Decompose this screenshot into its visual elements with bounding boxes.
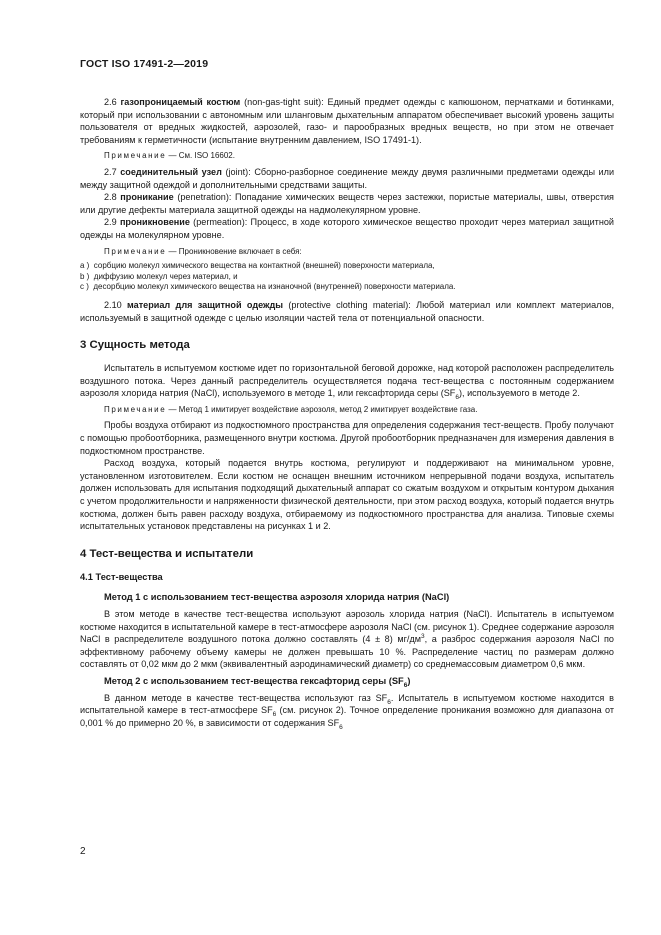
- document-page: [80, 58, 614, 729]
- term: газопроницаемый костюм: [120, 97, 241, 107]
- clause-number: 2.6: [104, 97, 117, 107]
- term-english: (penetration):: [177, 192, 232, 203]
- note-label: Примечание: [104, 151, 167, 161]
- section-3-paragraph-2: Пробы воздуха отбирают из подкостюмного пространства для определения содержания тест-веществ. Пробу получают с помощью пробоотборника, размещенного внутри костюма. Другой пробоотборник предназначен для измерения давления в подкостюмном пространстве.: [80, 420, 614, 456]
- paragraph-text: В этом методе в качестве тест-вещества используют аэрозоль хлорида натрия (NaCl). Испытатель в испытуемом костюме находится в испытательной камере в тест-атмосфере аэрозоля NaCl (см. рисунок 1). Среднее содержание аэрозоля NaCl в распределителе воздушного потока должно составлять (4 ± 8) мг/дм: [80, 609, 614, 645]
- clause-number: 2.7: [104, 166, 117, 177]
- note-text: — Проникновение включает в себя:: [168, 246, 302, 256]
- list-mark: c ): [80, 282, 89, 292]
- list-text: сорбцию молекул химического вещества на контактной (внешней) поверхности материала,: [93, 261, 435, 271]
- superscript: 3: [421, 633, 425, 641]
- definition-2-6: [80, 96, 614, 146]
- method-2-paragraph: [80, 692, 614, 730]
- term: проникание: [120, 192, 174, 203]
- clause-number: 2.10: [104, 299, 122, 310]
- section-3-note: [80, 405, 614, 416]
- subsection-4-1-heading: 4.1 Тест-вещества: [80, 571, 163, 582]
- paragraph-text: (см. рисунок 2). Точное определение проникания возможно для диапазона от 0,001 % до примерно 20 %, в зависимости от содержания SF: [80, 705, 614, 728]
- note-text: — Метод 1 имитирует воздействие аэрозоля, метод 2 имитирует воздействие газа.: [168, 404, 478, 414]
- method-1-paragraph: [80, 608, 614, 671]
- document-header: ГОСТ ISO 17491-2—2019: [80, 58, 209, 70]
- term-english: (permeation):: [193, 217, 248, 228]
- paragraph-text: ), используемого в методе 2.: [459, 388, 580, 399]
- note-text: — См. ISO 16602.: [168, 151, 235, 161]
- method-1-heading: Метод 1 с использованием тест-вещества аэрозоля хлорида натрия (NaCl): [104, 592, 450, 603]
- paragraph-text: . Испытатель в испытуемом костюме находится в испытательной камере в тест-атмосфере SF: [80, 692, 614, 716]
- paragraph-text: , а разброс содержания аэрозоля NaCl по эффективному рабочему объему камеры не должен превышать 10 %. Распределение частиц по размерам должно составлять от 0,02 мкм до 2 мкм (эквивалентный аэродинамический диаметр) со среднемассовым диаметром 0,6 мкм.: [80, 634, 614, 670]
- note-list-item-b: [80, 272, 614, 283]
- definition-2-9: [80, 216, 614, 241]
- page-number: 2: [80, 846, 86, 857]
- note-list-item-a: [80, 261, 614, 272]
- section-3-heading: 3 Сущность метода: [80, 339, 190, 352]
- paragraph-text: Испытатель в испытуемом костюме идет по горизонтальной беговой дорожке, над которой расположен распределитель воздушного потока. Через данный распределитель осуществляется подача тест-вещества с постоянным содержанием аэрозоля хлорида натрия (NaCl), используемого в методе 1, или гексафторида серы (SF: [80, 363, 614, 399]
- note-label: Примечание: [104, 246, 167, 256]
- note-list-item-c: [80, 282, 614, 293]
- definition-text: Любой материал или комплект материалов, используемый в защитной одежде с целью изоляции частей тела от потенциальной опасности.: [80, 299, 614, 323]
- clause-number: 2.8: [104, 192, 117, 203]
- section-3-paragraph-1: [80, 362, 614, 400]
- term-english: (joint):: [225, 166, 251, 177]
- definition-2-7: [80, 166, 614, 191]
- term: соединительный узел: [120, 166, 222, 177]
- term-english: (protective clothing material):: [288, 299, 411, 310]
- note-2-9: [80, 247, 614, 258]
- section-3-paragraph-3: Расход воздуха, который подается внутрь костюма, регулируют и поддерживают на минимальном уровне, установленном изготовителем. Если костюм не оснащен внешним источником непрерывной подачи воздуха, испытатель должен использовать для испытания подходящий дыхательный аппарат со сжатым воздухом и открытым контуром дыхания с учетом продолжительности и напряженности физической деятельности, при этом расход воздуха, который подается внутрь костюма, должен быть равен расходу воздуха, отбираемому из подкостюмного пространства для анализа. Типовые схемы испытательных установок представлены на рисунках 1 и 2.: [80, 458, 614, 532]
- subscript: 6: [339, 723, 343, 731]
- definition-2-10: [80, 299, 614, 324]
- section-4-heading: 4 Тест-вещества и испытатели: [80, 547, 254, 560]
- term-english: (non-gas-tight suit):: [244, 97, 324, 107]
- term: проникновение: [119, 217, 190, 228]
- clause-number: 2.9: [104, 217, 117, 228]
- subscript: 6: [387, 698, 391, 706]
- note-label: Примечание: [104, 404, 167, 414]
- paragraph-text: В данном методе в качестве тест-вещества используют газ SF: [104, 692, 388, 703]
- subscript: 6: [455, 394, 459, 402]
- definition-text: Процесс, в ходе которого химическое вещество проходит через материал защитной одежды на молекулярном уровне.: [80, 217, 615, 240]
- note-2-6: [80, 151, 614, 162]
- definition-text: Единый предмет одежды с капюшоном, перчатками и ботинками, который при использовании с автономным или шланговым дыхательным аппаратом обеспечивает высокий уровень защиты пользователя от вредных жидкостей, аэрозолей, газо- и парообразных вредных веществ, но при этом не отвечает требованиям к герметичности (испытание внутренним давлением, ISO 17491-1).: [80, 97, 615, 145]
- heading-text: ): [407, 675, 411, 686]
- definition-2-8: [80, 191, 614, 216]
- list-text: диффузию молекул через материал, и: [93, 271, 238, 281]
- list-text: десорбцию молекул химического вещества на изнаночной (внутренней) поверхности материала.: [93, 282, 456, 292]
- list-mark: a ): [80, 261, 90, 271]
- heading-text: Метод 2 с использованием тест-вещества гексафторид серы (SF: [104, 675, 404, 686]
- term: материал для защитной одежды: [127, 299, 284, 310]
- definition-text: Сборно-разборное соединение между двумя различными предметами одежды или между защитной одеждой и дополнительными средствами защиты.: [80, 166, 615, 190]
- list-mark: b ): [80, 271, 90, 281]
- subscript: 6: [403, 681, 408, 689]
- subscript: 6: [272, 710, 277, 718]
- definition-text: Попадание химических веществ через застежки, пористые материалы, швы, отверстия или другие дефекты материала защитной одежды на надмолекулярном уровне.: [80, 192, 614, 215]
- method-2-heading: [80, 675, 614, 688]
